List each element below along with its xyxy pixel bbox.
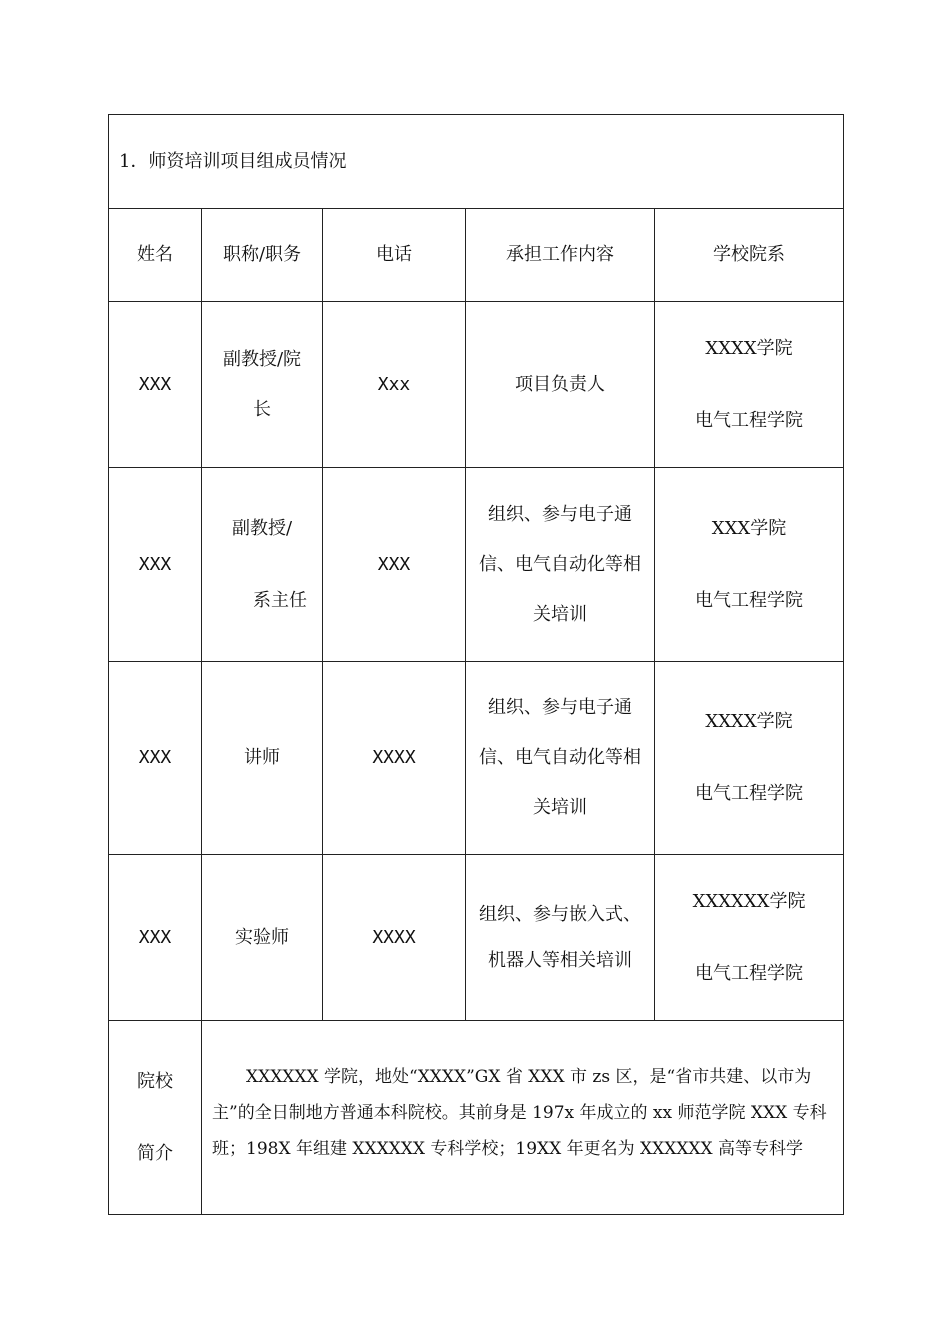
member-name: XXX bbox=[109, 302, 202, 468]
duty-line: 机器人等相关培训 bbox=[488, 949, 632, 971]
school-line: XXX学院 bbox=[711, 517, 787, 539]
member-phone: XXXX bbox=[323, 662, 466, 855]
position-line: 系主任 bbox=[253, 589, 307, 611]
position-line: 实验师 bbox=[235, 926, 289, 948]
school-line: XXXXXX学院 bbox=[692, 890, 806, 912]
member-phone: XXX bbox=[323, 468, 466, 662]
member-phone: XXXX bbox=[323, 855, 466, 1021]
member-position bbox=[202, 855, 323, 1021]
member-duty bbox=[466, 468, 655, 662]
table-row bbox=[109, 468, 844, 662]
member-duty bbox=[466, 302, 655, 468]
duty-line: 组织、参与电子通 bbox=[488, 503, 632, 525]
intro-label-line: 院校 bbox=[137, 1070, 173, 1092]
title-row bbox=[109, 115, 844, 209]
member-name: XXX bbox=[109, 662, 202, 855]
position-line: 长 bbox=[253, 398, 271, 420]
school-line: 电气工程学院 bbox=[695, 409, 803, 431]
header-school: 学校院系 bbox=[655, 209, 844, 302]
duty-line: 信、电气自动化等相 bbox=[479, 553, 641, 575]
duty-line: 关培训 bbox=[533, 603, 587, 625]
intro-text: XXXXXX 学院，地处“XXXX”GX 省 XXX 市 zs 区，是“省市共建、以市为主”的全日制地方普通本科院校。其前身是 197x 年成立的 xx 师范学院 XXX 专科班；198X 年组建 XXXXXX 专科学校；19XX 年更名为 XXXXXX 高等专科学 bbox=[202, 1021, 844, 1215]
member-duty bbox=[466, 855, 655, 1021]
member-name: XXX bbox=[109, 855, 202, 1021]
school-line: XXXX学院 bbox=[705, 711, 793, 732]
member-name: XXX bbox=[109, 468, 202, 662]
header-name: 姓名 bbox=[109, 209, 202, 302]
duty-line: 组织、参与嵌入式、 bbox=[479, 903, 641, 925]
school-line: 电气工程学院 bbox=[695, 589, 803, 611]
member-position bbox=[202, 468, 323, 662]
header-duty: 承担工作内容 bbox=[466, 209, 655, 302]
intro-label-line: 简介 bbox=[137, 1142, 173, 1164]
position-line: 副教授/院 bbox=[222, 348, 302, 370]
school-line: 电气工程学院 bbox=[695, 783, 803, 804]
header-position: 职称/职务 bbox=[202, 209, 323, 302]
staff-table bbox=[108, 114, 844, 1215]
table-row bbox=[109, 662, 844, 855]
duty-line: 关培训 bbox=[533, 797, 587, 818]
member-phone: Xxx bbox=[323, 302, 466, 468]
position-line: 讲师 bbox=[244, 747, 280, 768]
table-row bbox=[109, 855, 844, 1021]
table-row bbox=[109, 302, 844, 468]
duty-line: 项目负责人 bbox=[515, 373, 605, 395]
header-phone: 电话 bbox=[323, 209, 466, 302]
intro-label bbox=[109, 1021, 202, 1215]
school-line: XXXX学院 bbox=[705, 337, 793, 359]
member-school bbox=[655, 855, 844, 1021]
header-row bbox=[109, 209, 844, 302]
member-duty bbox=[466, 662, 655, 855]
member-school bbox=[655, 468, 844, 662]
duty-line: 组织、参与电子通 bbox=[488, 697, 632, 718]
member-position bbox=[202, 302, 323, 468]
section-title: 1．师资培训项目组成员情况 bbox=[109, 115, 844, 209]
position-line: 副教授/ bbox=[231, 517, 293, 539]
member-school bbox=[655, 662, 844, 855]
member-school bbox=[655, 302, 844, 468]
duty-line: 信、电气自动化等相 bbox=[479, 747, 641, 768]
member-position bbox=[202, 662, 323, 855]
intro-row bbox=[109, 1021, 844, 1215]
school-line: 电气工程学院 bbox=[695, 962, 803, 984]
